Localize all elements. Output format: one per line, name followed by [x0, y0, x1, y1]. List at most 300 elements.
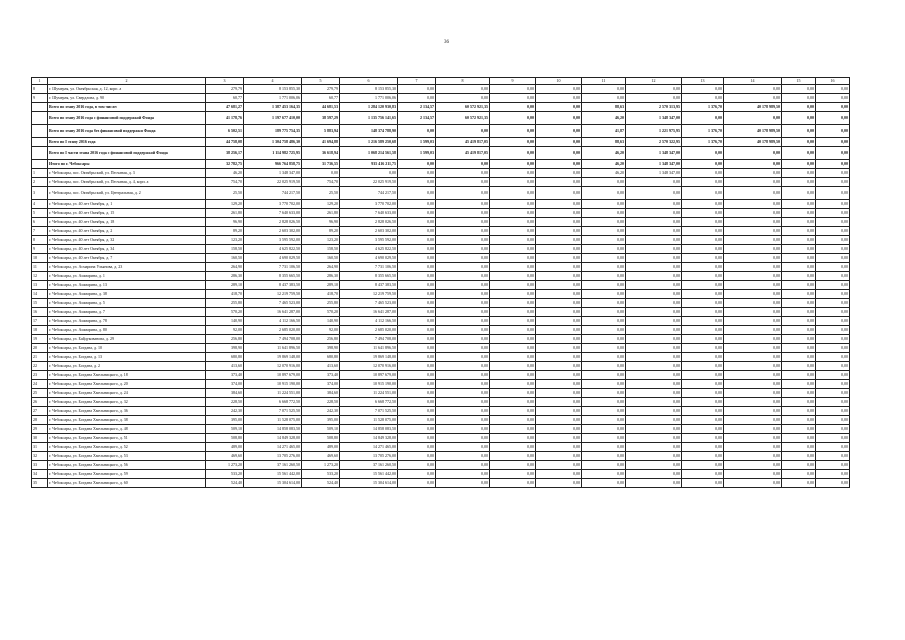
value-cell: 0,00 [398, 209, 436, 218]
value-cell: 0,00 [398, 85, 436, 94]
value-cell: 7 071 525,50 [340, 407, 398, 416]
value-cell: 0,00 [490, 281, 536, 290]
value-cell: 0,00 [782, 236, 816, 245]
value-cell: 0,00 [782, 85, 816, 94]
value-cell: 0,00 [582, 209, 626, 218]
value-cell: 0,00 [816, 218, 850, 227]
value-cell: 0,00 [724, 200, 782, 209]
address-cell: г. Чебоксары, ул. Богдана Хмельницкого, д. 51 [48, 434, 206, 443]
value-cell: 373,40 [206, 371, 244, 380]
value-cell: 46,20 [582, 169, 626, 178]
value-cell: 92,00 [302, 326, 340, 335]
header-row [32, 78, 850, 85]
value-cell: 524,40 [206, 479, 244, 488]
header-cell: 10 [536, 78, 582, 85]
value-cell: 0,00 [490, 335, 536, 344]
value-cell: 413,60 [206, 362, 244, 371]
value-cell: 0,00 [398, 470, 436, 479]
value-cell: 1 348 347,00 [626, 147, 682, 160]
value-cell: 0,00 [582, 335, 626, 344]
row-number-cell: 1 [32, 169, 48, 178]
value-cell: 0,00 [582, 290, 626, 299]
address-cell: г. Чебоксары, ул. 40 лет Октября, д. 32 [48, 236, 206, 245]
value-cell: 0,00 [490, 344, 536, 353]
value-cell: 0,00 [398, 398, 436, 407]
row-number-cell: 35 [32, 479, 48, 488]
value-cell: 46,20 [582, 112, 626, 125]
value-cell: 0,00 [816, 263, 850, 272]
value-cell: 0,00 [490, 470, 536, 479]
value-cell: 0,00 [682, 353, 724, 362]
value-cell: 0,00 [398, 169, 436, 178]
value-cell: 0,00 [582, 254, 626, 263]
value-cell: 0,00 [490, 227, 536, 236]
value-cell: 0,00 [490, 200, 536, 209]
header-cell: 11 [582, 78, 626, 85]
table-row [32, 169, 850, 178]
value-cell: 0,00 [398, 218, 436, 227]
value-cell: 0,00 [816, 344, 850, 353]
value-cell: 22 025 919,50 [244, 178, 302, 187]
value-cell: 0,00 [724, 178, 782, 187]
value-cell: 37 161 260,50 [244, 461, 302, 470]
row-number-cell: 34 [32, 470, 48, 479]
value-cell: 0,00 [626, 425, 682, 434]
value-cell: 1 273,20 [206, 461, 244, 470]
value-cell: 0,00 [398, 371, 436, 380]
value-cell: 0,00 [436, 407, 490, 416]
value-cell: 754,70 [302, 178, 340, 187]
row-number-cell [32, 160, 48, 169]
value-cell: 0,00 [490, 178, 536, 187]
value-cell: 0,00 [582, 326, 626, 335]
value-cell: 7 494 708,00 [244, 335, 302, 344]
value-cell: 0,00 [626, 479, 682, 488]
value-cell: 129,20 [302, 200, 340, 209]
value-cell: 0,00 [782, 138, 816, 147]
row-number-cell: 9 [32, 245, 48, 254]
value-cell: 0,00 [582, 281, 626, 290]
table-row [32, 326, 850, 335]
value-cell: 0,00 [536, 227, 582, 236]
value-cell: 0,00 [682, 178, 724, 187]
value-cell: 570,20 [206, 308, 244, 317]
value-cell: 0,00 [782, 362, 816, 371]
value-cell: 0,00 [682, 308, 724, 317]
value-cell: 0,00 [490, 326, 536, 335]
value-cell: 0,00 [682, 245, 724, 254]
value-cell: 0,00 [782, 443, 816, 452]
value-cell: 10 915 190,00 [340, 380, 398, 389]
value-cell: 1 068 214 561,58 [340, 147, 398, 160]
value-cell: 0,00 [536, 362, 582, 371]
value-cell: 0,00 [816, 236, 850, 245]
value-cell: 1 114 982 725,95 [244, 147, 302, 160]
value-cell: 0,00 [724, 85, 782, 94]
value-cell: 96,90 [302, 218, 340, 227]
row-number-cell [32, 103, 48, 112]
value-cell: 0,00 [626, 227, 682, 236]
value-cell: 0,00 [490, 371, 536, 380]
row-number-cell: 4 [32, 200, 48, 209]
value-cell: 0,00 [682, 187, 724, 200]
value-cell: 31 736,55 [302, 160, 340, 169]
address-cell: г. Чебоксары, ул. 40 лет Октября, д. 18 [48, 218, 206, 227]
value-cell: 1 197 677 410,00 [244, 112, 302, 125]
address-cell: г. Чебоксары, ул. Ашмарина, д. 78 [48, 317, 206, 326]
value-cell: 0,00 [536, 344, 582, 353]
value-cell: 418,70 [206, 290, 244, 299]
value-cell: 1 348 347,00 [626, 169, 682, 178]
value-cell: 0,00 [724, 371, 782, 380]
table-row [32, 344, 850, 353]
value-cell: 0,00 [536, 389, 582, 398]
value-cell: 0,00 [816, 200, 850, 209]
value-cell: 0,00 [626, 187, 682, 200]
value-cell: 0,00 [682, 425, 724, 434]
value-cell: 0,00 [490, 169, 536, 178]
row-number-cell [32, 138, 48, 147]
value-cell: 1 221 975,95 [626, 125, 682, 138]
value-cell: 2 685 020,00 [244, 326, 302, 335]
value-cell: 0,00 [724, 94, 782, 103]
value-cell: 123,20 [206, 236, 244, 245]
row-number-cell [32, 112, 48, 125]
value-cell: 6 668 772,50 [340, 398, 398, 407]
address-cell: г. Чебоксары, ул. Ашмарина, д. 5 [48, 299, 206, 308]
value-cell: 11 528 075,00 [244, 416, 302, 425]
row-number-cell: 17 [32, 317, 48, 326]
value-cell: 0,00 [682, 254, 724, 263]
value-cell: 0,00 [724, 425, 782, 434]
value-cell: 0,00 [626, 290, 682, 299]
value-cell: 160,50 [302, 254, 340, 263]
value-cell: 129,20 [206, 200, 244, 209]
value-cell: 7 640 633,00 [244, 209, 302, 218]
value-cell: 0,00 [782, 344, 816, 353]
value-cell: 0,00 [724, 479, 782, 488]
summary-row [32, 125, 850, 138]
header-cell: 1 [32, 78, 48, 85]
value-cell: 0,00 [582, 362, 626, 371]
value-cell: 0,00 [816, 335, 850, 344]
value-cell: 46,20 [582, 160, 626, 169]
summary-row [32, 103, 850, 112]
value-cell: 89,20 [206, 227, 244, 236]
value-cell: 398,90 [302, 344, 340, 353]
value-cell: 0,00 [626, 254, 682, 263]
value-cell: 0,00 [436, 344, 490, 353]
value-cell: 0,00 [582, 200, 626, 209]
value-cell: 140,90 [302, 317, 340, 326]
value-cell: 0,00 [582, 308, 626, 317]
value-cell: 413,60 [302, 362, 340, 371]
value-cell: 0,00 [490, 103, 536, 112]
value-cell: 25,50 [302, 187, 340, 200]
value-cell: 8 437 383,50 [244, 281, 302, 290]
value-cell: 6 668 772,50 [244, 398, 302, 407]
value-cell: 0,00 [582, 389, 626, 398]
value-cell: 0,00 [816, 299, 850, 308]
value-cell: 0,00 [398, 452, 436, 461]
value-cell: 0,00 [490, 147, 536, 160]
value-cell: 0,00 [816, 187, 850, 200]
value-cell: 0,00 [816, 178, 850, 187]
value-cell: 22 025 919,50 [340, 178, 398, 187]
value-cell: 0,00 [536, 169, 582, 178]
value-cell: 0,00 [782, 281, 816, 290]
table-row [32, 434, 850, 443]
value-cell: 0,00 [682, 227, 724, 236]
value-cell: 0,00 [582, 245, 626, 254]
value-cell: 0,00 [724, 362, 782, 371]
value-cell: 0,00 [436, 178, 490, 187]
value-cell: 0,00 [398, 160, 436, 169]
value-cell: 0,00 [782, 425, 816, 434]
value-cell: 0,00 [626, 470, 682, 479]
value-cell: 0,00 [398, 178, 436, 187]
value-cell: 14 858 083,50 [340, 425, 398, 434]
value-cell: 256,80 [302, 335, 340, 344]
value-cell: 0,00 [682, 461, 724, 470]
value-cell: 0,00 [582, 263, 626, 272]
value-cell: 0,00 [582, 236, 626, 245]
value-cell: 0,00 [536, 407, 582, 416]
value-cell: 0,00 [782, 326, 816, 335]
value-cell: 1 348 347,00 [626, 112, 682, 125]
value-cell: 0,00 [816, 362, 850, 371]
value-cell: 0,00 [582, 272, 626, 281]
table-row [32, 254, 850, 263]
value-cell: 0,00 [682, 218, 724, 227]
table-row [32, 178, 850, 187]
value-cell: 0,00 [398, 416, 436, 425]
value-cell: 0,00 [626, 434, 682, 443]
address-cell: Итого по г. Чебоксары [48, 160, 206, 169]
address-cell: г. Чебоксары, пос. Октябрьский, ул. Песчаная, д. 4, корп. а [48, 178, 206, 187]
value-cell: 0,00 [436, 245, 490, 254]
value-cell: 25,50 [206, 187, 244, 200]
value-cell: 0,00 [582, 353, 626, 362]
value-cell: 509,10 [206, 425, 244, 434]
value-cell: 0,00 [436, 290, 490, 299]
value-cell: 0,00 [816, 389, 850, 398]
value-cell: 0,00 [626, 326, 682, 335]
row-number-cell: 27 [32, 407, 48, 416]
value-cell: 0,00 [816, 103, 850, 112]
value-cell: 13 705 276,00 [340, 452, 398, 461]
row-number-cell: 23 [32, 371, 48, 380]
value-cell: 0,00 [398, 479, 436, 488]
row-number-cell: 12 [32, 272, 48, 281]
value-cell: 0,00 [782, 335, 816, 344]
value-cell: 19 869 148,00 [244, 353, 302, 362]
value-cell: 0,00 [490, 398, 536, 407]
row-number-cell: 20 [32, 344, 48, 353]
row-number-cell: 14 [32, 290, 48, 299]
value-cell: 489,00 [206, 443, 244, 452]
row-number-cell: 22 [32, 362, 48, 371]
housing-repair-table [31, 77, 850, 488]
value-cell: 524,40 [302, 479, 340, 488]
summary-row [32, 112, 850, 125]
value-cell: 11 528 075,00 [340, 416, 398, 425]
value-cell: 0,00 [816, 371, 850, 380]
address-cell: г. Чебоксары, ул. Богдана Хмельницкого, д. 20 [48, 380, 206, 389]
value-cell: 11 224 551,00 [340, 389, 398, 398]
value-cell: 0,00 [626, 178, 682, 187]
value-cell: 0,00 [582, 371, 626, 380]
address-cell: г. Чебоксары, ул. Ашмарина, д. 1 [48, 272, 206, 281]
table-row [32, 227, 850, 236]
value-cell: 16 641 287,00 [340, 308, 398, 317]
address-cell: г. Чебоксары, ул. 40 лет Октября, д. 7 [48, 254, 206, 263]
value-cell: 398,90 [206, 344, 244, 353]
row-number-cell: 7 [32, 227, 48, 236]
value-cell: 0,00 [398, 187, 436, 200]
value-cell: 45 419 817,05 [436, 138, 490, 147]
value-cell: 242,30 [302, 407, 340, 416]
value-cell: 46,20 [582, 147, 626, 160]
header-cell: 13 [682, 78, 724, 85]
value-cell: 0,00 [536, 452, 582, 461]
value-cell: 0,00 [536, 479, 582, 488]
value-cell: 0,00 [536, 434, 582, 443]
value-cell: 0,00 [682, 236, 724, 245]
value-cell: 0,00 [436, 443, 490, 452]
value-cell: 0,00 [626, 398, 682, 407]
address-cell: г. Чебоксары, ул. Богдана Хмельницкого, д. 24 [48, 389, 206, 398]
table-row [32, 335, 850, 344]
value-cell: 123,20 [302, 236, 340, 245]
value-cell: 0,00 [782, 169, 816, 178]
value-cell: 0,00 [626, 209, 682, 218]
value-cell: 92,00 [206, 326, 244, 335]
value-cell: 0,00 [398, 461, 436, 470]
value-cell: 0,00 [582, 299, 626, 308]
value-cell: 0,00 [436, 200, 490, 209]
value-cell: 0,00 [398, 94, 436, 103]
value-cell: 0,00 [436, 416, 490, 425]
address-cell: г. Чебоксары, ул. Богдана Хмельницкого, д. 32 [48, 398, 206, 407]
value-cell: 0,00 [816, 94, 850, 103]
value-cell: 0,00 [626, 94, 682, 103]
table-row [32, 416, 850, 425]
value-cell: 0,00 [682, 335, 724, 344]
value-cell: 0,00 [398, 263, 436, 272]
value-cell: 0,00 [682, 147, 724, 160]
value-cell: 0,00 [782, 398, 816, 407]
value-cell: 7 071 525,50 [244, 407, 302, 416]
summary-row [32, 138, 850, 147]
value-cell: 0,00 [582, 470, 626, 479]
row-number-cell: 10 [32, 254, 48, 263]
value-cell: 2 134,57 [398, 103, 436, 112]
value-cell: 0,00 [682, 299, 724, 308]
value-cell: 0,00 [724, 380, 782, 389]
value-cell: 0,00 [626, 461, 682, 470]
value-cell: 0,00 [724, 254, 782, 263]
value-cell: 0,00 [816, 245, 850, 254]
value-cell: 0,00 [724, 353, 782, 362]
value-cell: 0,00 [682, 344, 724, 353]
value-cell: 4 690 029,50 [340, 254, 398, 263]
value-cell: 0,00 [536, 187, 582, 200]
header-cell: 5 [302, 78, 340, 85]
value-cell: 0,00 [782, 125, 816, 138]
value-cell: 3 770 702,00 [340, 200, 398, 209]
value-cell: 0,00 [682, 434, 724, 443]
value-cell: 40 178 989,50 [724, 125, 782, 138]
value-cell: 0,00 [626, 299, 682, 308]
value-cell: 966 764 858,75 [244, 160, 302, 169]
value-cell: 0,00 [782, 380, 816, 389]
value-cell: 0,00 [490, 317, 536, 326]
value-cell: 32 782,75 [206, 160, 244, 169]
header-cell: 12 [626, 78, 682, 85]
row-number-cell [32, 125, 48, 138]
value-cell: 384,60 [302, 389, 340, 398]
value-cell: 0,00 [724, 227, 782, 236]
header-cell: 7 [398, 78, 436, 85]
address-cell: г. Чебоксары, ул. Богдана Хмельницкого, д. 56 [48, 461, 206, 470]
value-cell: 374,00 [206, 380, 244, 389]
value-cell: 0,00 [398, 326, 436, 335]
value-cell: 0,00 [398, 299, 436, 308]
page-number: 36 [444, 40, 449, 45]
address-cell: г. Чебоксары, ул. 40 лет Октября, д. 34 [48, 245, 206, 254]
value-cell: 0,00 [816, 209, 850, 218]
value-cell: 2 570 313,95 [626, 103, 682, 112]
value-cell: 0,00 [582, 187, 626, 200]
header-cell: 16 [816, 78, 850, 85]
row-number-cell: 28 [32, 416, 48, 425]
value-cell: 0,00 [436, 308, 490, 317]
value-cell: 0,00 [536, 371, 582, 380]
value-cell: 0,00 [816, 290, 850, 299]
row-number-cell: 6 [32, 218, 48, 227]
address-cell: г. Чебоксары, ул. Ашмарина, д. 13 [48, 281, 206, 290]
value-cell: 7 465 523,00 [244, 299, 302, 308]
value-cell: 0,00 [436, 187, 490, 200]
value-cell: 0,00 [436, 479, 490, 488]
value-cell: 0,00 [782, 263, 816, 272]
value-cell: 12 219 759,50 [340, 290, 398, 299]
value-cell: 0,00 [782, 308, 816, 317]
value-cell: 0,00 [536, 263, 582, 272]
value-cell: 0,00 [816, 470, 850, 479]
value-cell: 0,00 [536, 245, 582, 254]
address-cell: г. Чебоксары, ул. 40 лет Октября, д. 2 [48, 227, 206, 236]
value-cell: 4 625 822,50 [244, 245, 302, 254]
value-cell: 0,00 [782, 389, 816, 398]
value-cell: 0,00 [782, 187, 816, 200]
value-cell: 0,00 [536, 461, 582, 470]
value-cell: 0,00 [682, 85, 724, 94]
value-cell: 0,00 [682, 443, 724, 452]
value-cell: 0,00 [626, 353, 682, 362]
address-cell: г. Чебоксары, ул. Ашмарина, д. 7 [48, 308, 206, 317]
value-cell: 0,00 [436, 380, 490, 389]
value-cell: 0,00 [682, 200, 724, 209]
row-number-cell: 2 [32, 178, 48, 187]
value-cell: 0,00 [582, 227, 626, 236]
table-row [32, 94, 850, 103]
value-cell: 0,00 [398, 272, 436, 281]
value-cell: 0,00 [536, 308, 582, 317]
address-cell: г. Чебоксары, ул. Богдана Хмельницкого, д. 60 [48, 479, 206, 488]
value-cell: 2 828 026,50 [244, 218, 302, 227]
